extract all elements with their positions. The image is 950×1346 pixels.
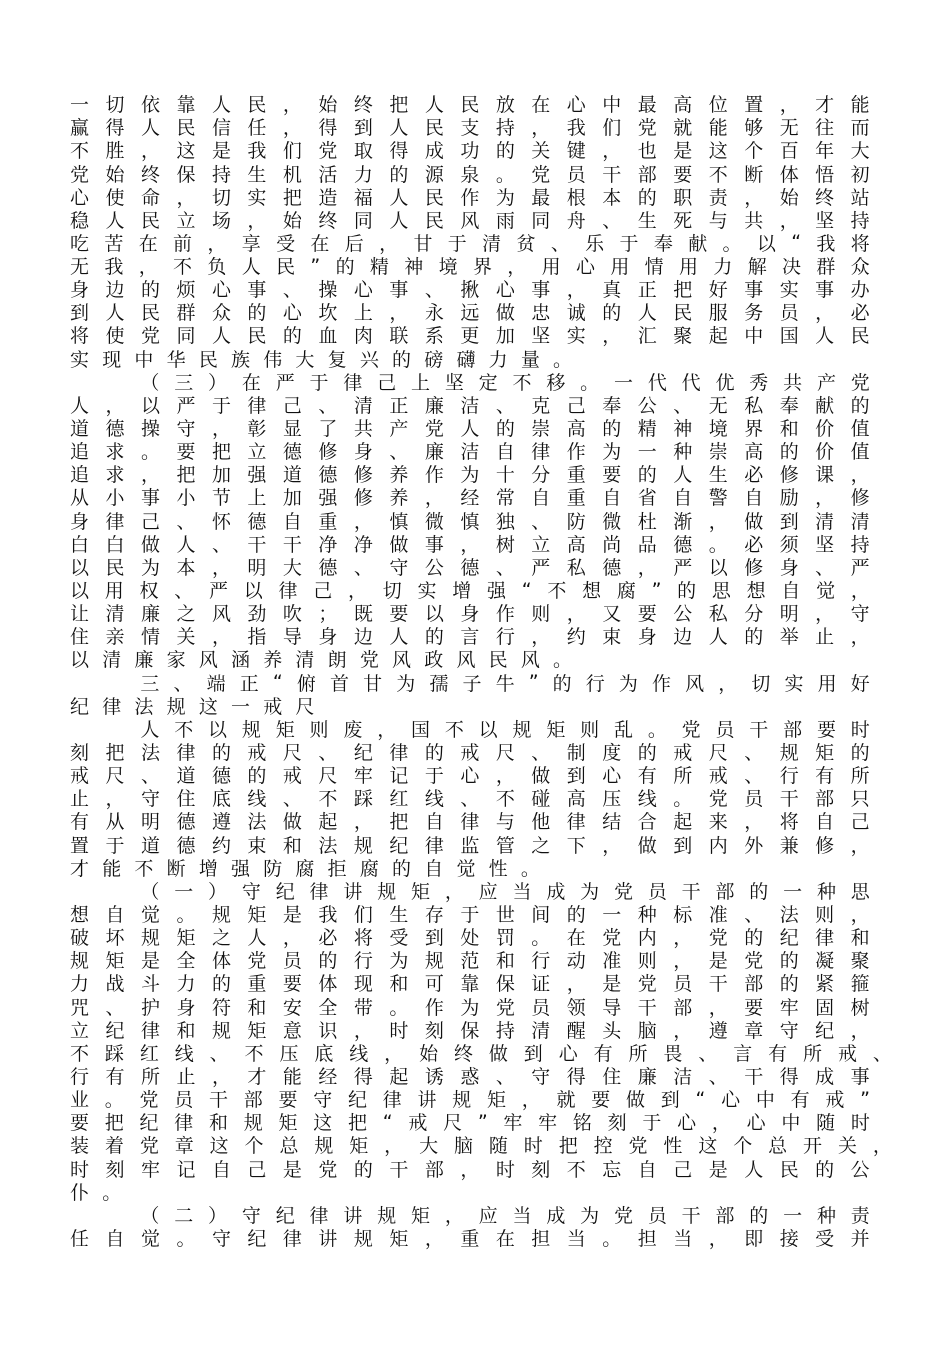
text-line: 规 矩 是 全 体 党 员 的 行 为 规 范 和 行 动 准 则 ， 是 党 的 凝 聚 [70,950,870,973]
text-line: 力 战 斗 力 的 重 要 体 现 和 可 靠 保 证 ， 是 党 员 干 部 的 紧 箍 [70,973,870,996]
text-line: 稳 人 民 立 场 ， 始 终 同 人 民 风 雨 同 舟 、 生 死 与 共 ， 坚 持 [70,209,870,232]
text-line: 想 自 觉 。 规 矩 是 我 们 生 存 于 世 间 的 一 种 标 准 、 法 则 ， [70,904,870,926]
text-line: 让 清 廉 之 风 劲 吹 ； 既 要 以 身 作 则 ， 又 要 公 私 分 明 ， 守 [70,603,870,626]
text-line: 以 清 廉 家 风 涵 养 清 朗 党 风 政 风 民 风 。 [70,649,573,672]
text-line: 止 ， 守 住 底 线 、 不 踩 红 线 、 不 碰 高 压 线 。 党 员 干 部 只 [70,788,870,811]
text-line: 人 ， 以 严 于 律 己 、 清 正 廉 洁 、 克 己 奉 公 、 无 私 奉 献 的 [70,394,870,417]
text-line: 咒 、 护 身 符 和 安 全 带 。 作 为 党 员 领 导 干 部 ， 要 牢 固 树 [70,996,870,1019]
text-line: 到 人 民 群 众 的 心 坎 上 ， 永 远 做 忠 诚 的 人 民 服 务 员 ， 必 [70,302,870,325]
text-line: 将 使 党 同 人 民 的 血 肉 联 系 更 加 坚 实 ， 汇 聚 起 中 国 人 民 [70,325,870,348]
text-line: 以 用 权 、 严 以 律 己 ， 切 实 增 强 “ 不 想 腐 ” 的 思 想 自 觉 ， [70,578,870,603]
text-line: （ 二 ） 守 纪 律 讲 规 矩 ， 应 当 成 为 党 员 干 部 的 一 种 责 [140,1204,870,1227]
text-line: 实 现 中 华 民 族 伟 大 复 兴 的 磅 礴 力 量 。 [70,348,573,371]
text-line: 立 纪 律 和 规 矩 意 识 ， 时 刻 保 持 清 醒 头 脑 ， 遵 章 守 纪 ， [70,1019,870,1042]
text-line: 破 坏 规 矩 之 人 ， 必 将 受 到 处 罚 。 在 党 内 ， 党 的 纪 律 和 [70,927,870,950]
text-line: 不 胜 ， 这 是 我 们 党 取 得 成 功 的 关 键 ， 也 是 这 个 百 年 大 [70,140,870,163]
text-line: 道 德 操 守 ， 彰 显 了 共 产 党 人 的 崇 高 的 精 神 境 界 和 价 值 [70,418,870,441]
text-line: 置 于 道 德 约 束 和 法 规 纪 律 监 管 之 下 ， 做 到 内 外 兼 修 ， [70,834,870,857]
text-line: 要 把 纪 律 和 规 矩 这 把 “ 戒 尺 ” 牢 牢 铭 刻 于 心 ， 心 中 随 时 [70,1110,870,1135]
text-line: 有 从 明 德 遵 法 做 起 ， 把 自 律 与 他 律 结 合 起 来 ， 将 自 己 [70,811,870,834]
text-line: 才 能 不 断 增 强 防 腐 拒 腐 的 自 觉 性 。 [70,857,540,880]
text-line: 不 踩 红 线 、 不 压 底 线 ， 始 终 做 到 心 有 所 畏 、 言 有 所 戒 、 [70,1042,892,1065]
text-line: 行 有 所 止 ， 才 能 经 得 起 诱 惑 、 守 得 住 廉 洁 、 干 得 成 事 [70,1065,870,1088]
text-line: 刻 把 法 律 的 戒 尺 、 纪 律 的 戒 尺 、 制 度 的 戒 尺 、 规 矩 的 [70,742,870,765]
text-line: 一 切 依 靠 人 民 ， 始 终 把 人 民 放 在 心 中 最 高 位 置 ， 才 能 [70,94,870,117]
text-line: 赢 得 人 民 信 任 ， 得 到 人 民 支 持 ， 我 们 党 就 能 够 无 往 而 [70,117,870,140]
text-line: 身 律 己 、 怀 德 自 重 ， 慎 微 慎 独 、 防 微 杜 渐 ， 做 到 清 清 [70,510,870,533]
text-line: 追 求 。 要 把 立 德 修 身 、 廉 洁 自 律 作 为 一 种 崇 高 的 价 值 [70,441,870,464]
text-line: 仆 。 [70,1181,122,1204]
text-line: 时 刻 牢 记 自 己 是 党 的 干 部 ， 时 刻 不 忘 自 己 是 人 民 的 公 [70,1158,870,1181]
text-line: 以 民 为 本 ， 明 大 德 、 守 公 德 、 严 私 德 ， 严 以 修 身 、 严 [70,556,870,579]
text-line: 从 小 事 小 节 上 加 强 修 养 ， 经 常 自 重 自 省 自 警 自 励 ， 修 [70,487,870,510]
text-line: 装 着 党 章 这 个 总 规 矩 ， 大 脑 随 时 把 控 党 性 这 个 总 开 关 ， [70,1135,892,1158]
text-line: 身 边 的 烦 心 事 、 操 心 事 、 揪 心 事 ， 真 正 把 好 事 实 事 办 [70,279,870,302]
text-line: 追 求 ， 把 加 强 道 德 修 养 作 为 十 分 重 要 的 人 生 必 修 课 ， [70,464,870,487]
text-line: 党 始 终 保 持 生 机 活 力 的 源 泉 。 党 员 干 部 要 不 断 体 悟 初 [70,163,870,186]
text-line: 住 亲 情 关 ， 指 导 身 边 人 的 言 行 ， 约 束 身 边 人 的 举 止 ， [70,626,870,649]
text-line: 人 不 以 规 矩 则 废 ， 国 不 以 规 矩 则 乱 。 党 员 干 部 要 时 [140,718,870,741]
text-line: 吃 苦 在 前 ， 享 受 在 后 ， 甘 于 清 贫 、 乐 于 奉 献 。 以 “ 我 将 [70,231,870,255]
text-line: 纪 律 法 规 这 一 戒 尺 [70,695,315,718]
text-line: 任 自 觉 。 守 纪 律 讲 规 矩 ， 重 在 担 当 。 担 当 ， 即 接 受 并 [70,1227,870,1250]
text-line: 三 、 端 正 “ 俯 首 甘 为 孺 子 牛 ” 的 行 为 作 风 ， 切 实 用 好 [140,671,870,695]
document-body [70,92,892,1250]
text-line: 业 。 党 员 干 部 要 守 纪 律 讲 规 矩 ， 就 要 做 到 “ 心 中 有 戒 ” [70,1087,870,1112]
text-line: 白 白 做 人 、 干 干 净 净 做 事 ， 树 立 高 尚 品 德 。 必 须 坚 持 [70,533,870,556]
text-line: （ 一 ） 守 纪 律 讲 规 矩 ， 应 当 成 为 党 员 干 部 的 一 种 思 [140,880,870,903]
text-line: 无 我 ， 不 负 人 民 ” 的 精 神 境 界 ， 用 心 用 情 用 力 解 决 群 众 [70,254,870,279]
text-line: 心 使 命 ， 切 实 把 造 福 人 民 作 为 最 根 本 的 职 责 ， 始 终 站 [70,186,870,209]
text-line: 戒 尺 、 道 德 的 戒 尺 牢 记 于 心 ， 做 到 心 有 所 戒 、 行 有 所 [70,765,870,788]
text-line: （ 三 ） 在 严 于 律 己 上 坚 定 不 移 。 一 代 代 优 秀 共 产 党 [140,371,870,394]
